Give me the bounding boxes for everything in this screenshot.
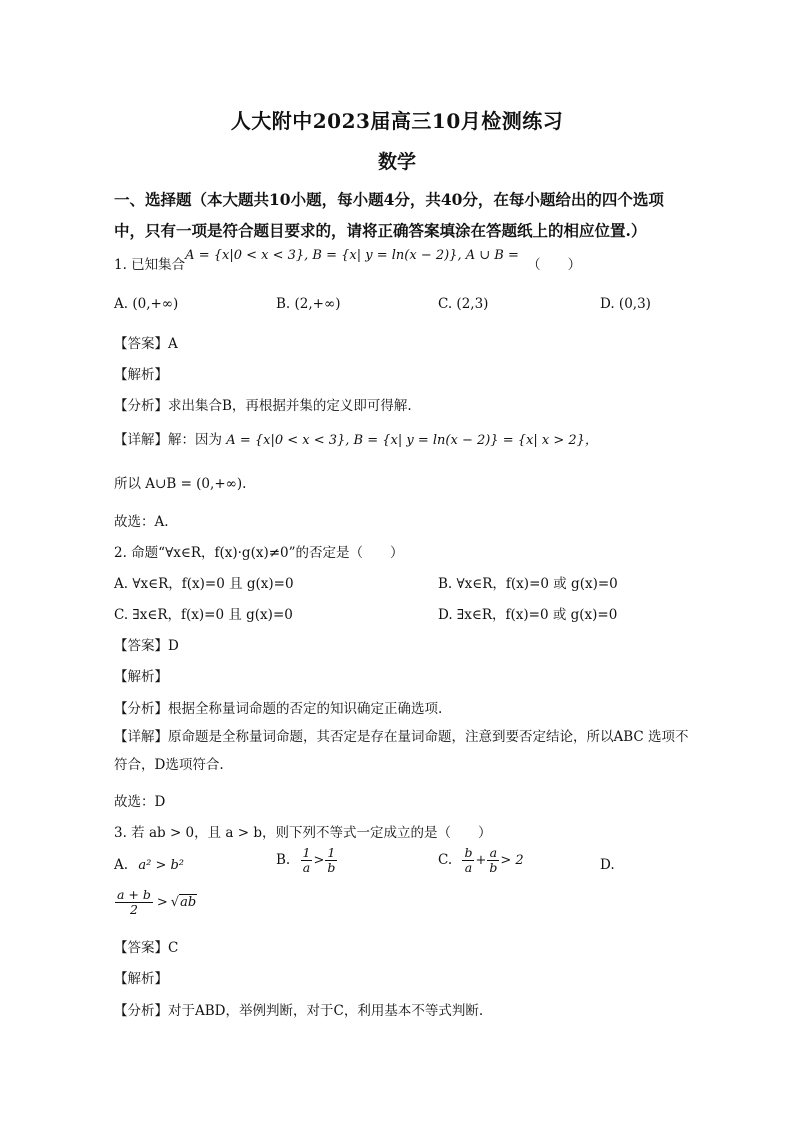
question-3-option-a-math: a² > b²	[138, 858, 184, 873]
question-1-prefix: 1. 已知集合	[114, 257, 186, 273]
page-title: 人大附中2023届高三10月检测练习	[230, 109, 564, 133]
question-3-option-a-label: A.	[114, 857, 129, 873]
question-2-fenxi: 【分析】根据全称量词命题的否定的知识确定正确选项.	[114, 701, 443, 717]
question-1-fenxi: 【分析】求出集合B，再根据并集的定义即可得解.	[114, 398, 412, 414]
question-1-detail-math: A = {x|0 < x < 3}, B = {x| y = ln(x − 2)} = {x| x > 2}，	[226, 433, 598, 448]
frac-numerator: 1	[302, 845, 311, 860]
frac-numerator: 1	[325, 846, 337, 861]
question-1-analysis-label: 【解析】	[114, 367, 168, 383]
frac-denominator: b	[327, 860, 336, 875]
frac-numerator: b	[464, 845, 473, 860]
question-2-choose: 故选：D	[114, 794, 166, 810]
question-3-option-d-math: $\frac{a + b}{2}$ > √ab	[117, 887, 197, 917]
question-3-option-c-tail: > 2	[500, 853, 524, 868]
question-3-option-c-frac1	[462, 846, 474, 875]
question-1-option-c: C. (2,3)	[438, 296, 489, 312]
question-3-fenxi: 【分析】对于ABD，举例判断，对于C，利用基本不等式判断.	[114, 1003, 484, 1019]
frac-numerator: a + b	[117, 887, 151, 902]
sqrt-symbol: √ab	[170, 895, 197, 910]
question-2-option-d: D. ∃x∈R，f(x)=0 或 g(x)=0	[438, 607, 618, 623]
question-1-option-a: A. (0,+∞)	[114, 296, 179, 312]
question-1-detail-label: 【详解】解：因为	[114, 432, 222, 448]
question-2-option-b: B. ∀x∈R，f(x)=0 或 g(x)=0	[438, 576, 618, 592]
question-1-choose: 故选：A.	[114, 514, 169, 530]
question-1-math: A = {x|0 < x < 3}, B = {x| y = ln(x − 2)}, A ∪ B =	[185, 248, 519, 263]
question-3-analysis-label: 【解析】	[114, 971, 168, 987]
question-1-option-b: B. (2,+∞)	[276, 296, 341, 312]
frac-denominator: b	[489, 860, 498, 875]
question-2-stem: 2. 命题“∀x∈R，f(x)·g(x)≠0”的否定是（ ）	[114, 545, 404, 561]
question-1-answer: 【答案】A	[114, 336, 178, 352]
question-3-option-c-label: C.	[438, 852, 453, 868]
question-2-analysis-label: 【解析】	[114, 669, 168, 685]
question-3-option-c: C. $\frac{b}{a}$ + $\frac{a}{b}$ > 2	[438, 845, 524, 875]
frac-numerator: a	[487, 846, 499, 861]
question-3-option-b-label: B.	[276, 852, 291, 868]
question-3-option-d-frac	[115, 888, 153, 917]
question-3-option-d-label: D.	[600, 857, 615, 873]
question-2-answer: 【答案】D	[114, 638, 179, 654]
question-2-option-c: C. ∃x∈R，f(x)=0 且 g(x)=0	[114, 607, 293, 623]
question-1-paren: （ ）	[527, 257, 582, 273]
section-heading: 一、选择题（本大题共10小题，每小题4分，共40分，在每小题给出的四个选项中，只有一项是符合题目要求的，请将正确答案填涂在答题纸上的相应位置.）	[114, 190, 664, 240]
question-1-option-d: D. (0,3)	[600, 296, 651, 312]
question-2-option-a: A. ∀x∈R，f(x)=0 且 g(x)=0	[114, 576, 294, 592]
question-3-option-b-frac1	[301, 846, 313, 875]
question-2-detail: 【详解】原命题是全称量词命题，其否定是存在量词命题，注意到要否定结论，所以ABC 选项不符合，D选项符合.	[114, 729, 689, 773]
frac-denominator: 2	[129, 902, 138, 917]
question-3-option-b-frac2	[325, 846, 337, 875]
question-1-conclusion: 所以 A∪B = (0,+∞).	[114, 476, 247, 492]
question-1-stem	[114, 248, 582, 273]
question-3-option-a	[114, 857, 184, 873]
frac-denominator: a	[302, 860, 311, 875]
question-1-detail	[114, 428, 598, 448]
question-3-option-b: B. $\frac{1}{a}$ > $\frac{1}{b}$	[276, 845, 336, 875]
question-3-answer: 【答案】C	[114, 940, 179, 956]
question-3-stem: 3. 若 ab > 0，且 a > b，则下列不等式一定成立的是（ ）	[114, 825, 492, 841]
question-3-option-c-frac2	[487, 846, 499, 875]
sqrt-radicand: ab	[180, 895, 197, 910]
frac-denominator: a	[464, 860, 473, 875]
subject-title: 数学	[377, 151, 416, 173]
